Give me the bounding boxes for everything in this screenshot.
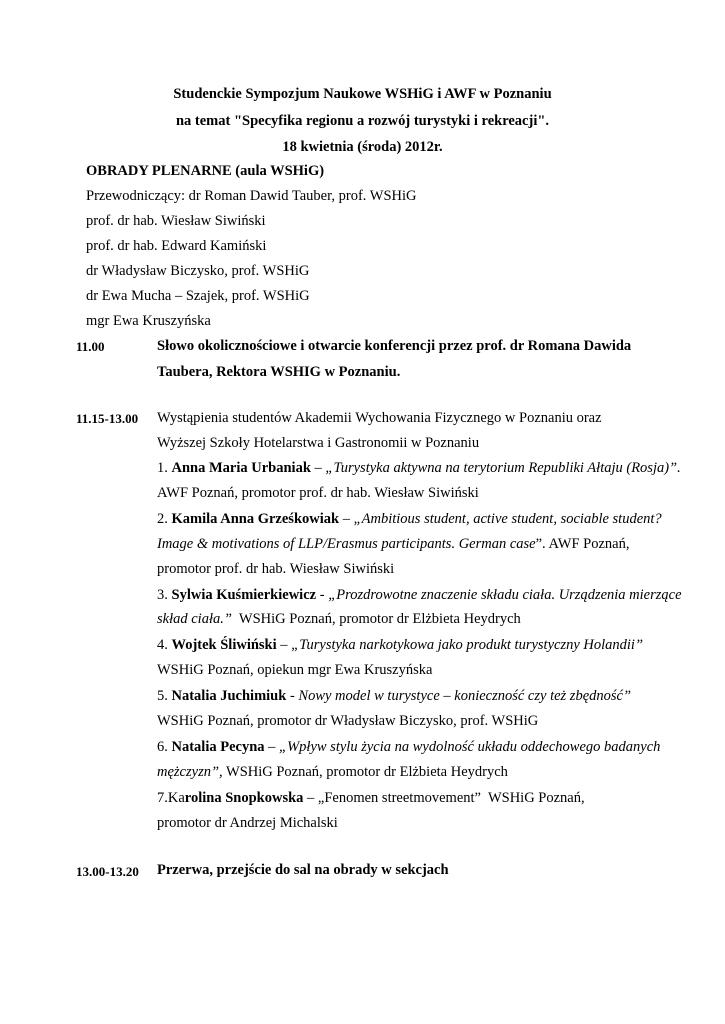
talk-author: Wojtek Śliwiński xyxy=(171,637,277,653)
break-text: Przerwa, przejście do sal na obrady w sekcjach xyxy=(157,862,449,878)
talk-3 xyxy=(157,587,682,604)
talk-affiliation: AWF Poznań, promotor prof. dr hab. Wiesław Siwiński xyxy=(157,485,479,501)
talk-author: Natalia Juchimiuk xyxy=(171,688,287,704)
talk-supervisor: promotor prof. dr hab. Wiesław Siwiński xyxy=(157,561,395,577)
talk-5 xyxy=(157,688,631,705)
talk-affiliation: ”. AWF Poznań, xyxy=(535,536,630,552)
separator: – xyxy=(264,739,280,755)
talk-supervisor: promotor dr Andrzej Michalski xyxy=(157,815,338,831)
talk-author: rolina Snopkowska xyxy=(184,790,304,806)
talk-1 xyxy=(157,460,681,477)
talk-number: 1. xyxy=(157,460,172,476)
header-line-2: na temat "Specyfika regionu a rozwój turystyki i rekreacji". xyxy=(175,113,550,129)
separator: – xyxy=(276,637,292,653)
talk-author: Anna Maria Urbaniak xyxy=(171,460,311,476)
talk-6 xyxy=(157,739,660,756)
plenary-member: dr Ewa Mucha – Szajek, prof. WSHiG xyxy=(86,288,310,304)
talk-title: „Prozdrowotne znaczenie składu ciała. Urządzenia mierzące xyxy=(328,587,682,603)
separator: - xyxy=(286,688,299,704)
talk-title: Nowy model w turystyce – konieczność czy też zbędność” xyxy=(298,688,632,704)
talk-affiliation: WSHiG Poznań, opiekun mgr Ewa Kruszyńska xyxy=(157,662,433,678)
talk-author: Sylwia Kuśmierkiewicz xyxy=(171,587,317,603)
talk-number: 3. xyxy=(157,587,172,603)
separator: – xyxy=(303,790,318,806)
talk-affiliation: WSHiG Poznań, promotor dr Władysław Biczysko, prof. WSHiG xyxy=(157,713,539,729)
talk-number: 2. xyxy=(157,511,172,527)
talk-title-cont xyxy=(157,536,630,553)
talk-title: „Fenomen streetmovement” WSHiG Poznań, xyxy=(317,790,585,806)
session-time: 11.15-13.00 xyxy=(76,411,139,426)
talk-number: 7.Ka xyxy=(157,790,185,806)
talk-title-line-2: skład ciała.” xyxy=(157,611,232,627)
session-intro-1: Wystąpienia studentów Akademii Wychowania Fizycznego w Poznaniu oraz xyxy=(157,410,602,426)
separator: - xyxy=(316,587,329,603)
talk-number: 4. xyxy=(157,637,172,653)
talk-title-cont xyxy=(157,764,508,781)
opening-line-2: Taubera, Rektora WSHIG w Poznaniu. xyxy=(157,364,401,380)
talk-title-line-2: mężczyzn”, xyxy=(157,764,223,780)
plenary-member: prof. dr hab. Edward Kamiński xyxy=(86,238,267,254)
talk-affiliation: WSHiG Poznań, promotor dr Elżbieta Heydrych xyxy=(222,764,508,780)
talk-2 xyxy=(157,511,662,528)
session-intro-2: Wyższej Szkoły Hotelarstwa i Gastronomii w Poznaniu xyxy=(157,435,480,451)
talk-7 xyxy=(157,790,585,807)
talk-author: Natalia Pecyna xyxy=(171,739,265,755)
break-time: 13.00-13.20 xyxy=(76,864,139,879)
talk-title-line-2: Image & motivations of LLP/Erasmus participants. German case xyxy=(157,536,536,552)
plenary-member: Przewodniczący: dr Roman Dawid Tauber, prof. WSHiG xyxy=(86,188,417,204)
talk-4 xyxy=(157,637,643,654)
talk-title: „Wpływ stylu życia na wydolność układu oddechowego badanych xyxy=(279,739,661,755)
talk-author: Kamila Anna Grześkowiak xyxy=(171,511,340,527)
talk-affiliation: WSHiG Poznań, promotor dr Elżbieta Heydrych xyxy=(231,611,521,627)
header-line-1: Studenckie Sympozjum Naukowe WSHiG i AWF w Poznaniu xyxy=(173,86,552,102)
talk-title: „Turystyka narkotykowa jako produkt turystyczny Holandii” xyxy=(291,637,644,653)
talk-number: 5. xyxy=(157,688,172,704)
talk-title: „Ambitious student, active student, sociable student? xyxy=(353,511,662,527)
separator: – xyxy=(310,460,326,476)
plenary-title: OBRADY PLENARNE (aula WSHiG) xyxy=(86,163,325,179)
talk-number: 6. xyxy=(157,739,172,755)
talk-title: „Turystyka aktywna na terytorium Republiki Ałtaju (Rosja)”. xyxy=(325,460,681,476)
plenary-member: prof. dr hab. Wiesław Siwiński xyxy=(86,213,266,229)
header-date: 18 kwietnia (środa) 2012r. xyxy=(282,139,443,155)
separator: – xyxy=(339,511,354,527)
plenary-member: mgr Ewa Kruszyńska xyxy=(86,313,211,329)
opening-time: 11.00 xyxy=(76,339,105,354)
opening-line-1: Słowo okolicznościowe i otwarcie konferencji przez prof. dr Romana Dawida xyxy=(157,338,632,354)
talk-title-cont xyxy=(157,611,521,628)
plenary-member: dr Władysław Biczysko, prof. WSHiG xyxy=(86,263,310,279)
